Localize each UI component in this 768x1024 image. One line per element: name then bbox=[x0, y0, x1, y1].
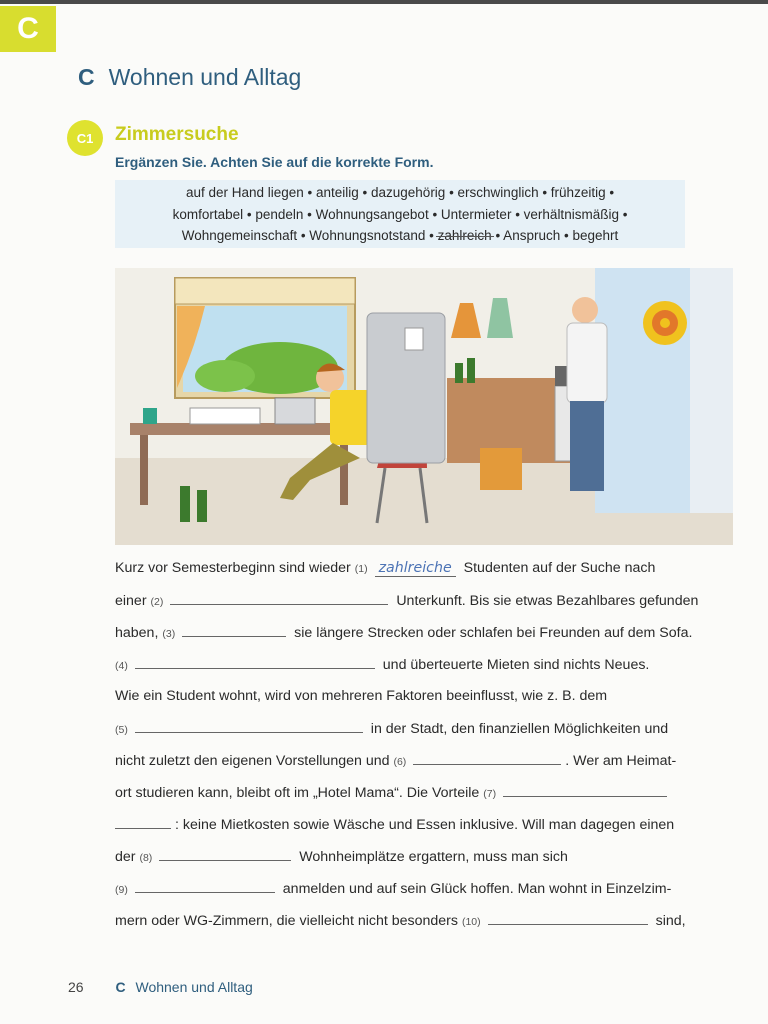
gap-number-5: (5) bbox=[115, 724, 128, 736]
text-segment: mern oder WG-Zimmern, die vielleicht nicht besonders bbox=[115, 913, 458, 929]
text-segment: haben, bbox=[115, 625, 159, 641]
text-segment: in der Stadt, den finanziellen Möglichkeiten und bbox=[370, 721, 669, 737]
section-title bbox=[78, 64, 301, 91]
exercise-title: Zimmersuche bbox=[115, 124, 239, 145]
gap-number-8: (8) bbox=[139, 852, 153, 864]
wall-right bbox=[690, 268, 733, 513]
bottle bbox=[467, 358, 475, 383]
text-line-8 bbox=[115, 784, 671, 801]
text-line-9 bbox=[115, 816, 674, 833]
paper-bag bbox=[480, 448, 522, 490]
exercise-instruction: Ergänzen Sie. Achten Sie auf die korrekte Form. bbox=[115, 154, 434, 170]
text-segment: sind, bbox=[655, 913, 686, 929]
word-box-line-3-b: • Anspruch • begehrt bbox=[495, 228, 619, 243]
mug bbox=[143, 408, 157, 424]
exercise-badge: C1 bbox=[67, 120, 103, 156]
text-line-2 bbox=[115, 592, 698, 609]
bottle bbox=[455, 363, 463, 383]
gap-number-6: (6) bbox=[393, 756, 407, 768]
gap-number-3: (3) bbox=[162, 628, 176, 640]
top-rule bbox=[0, 0, 768, 4]
section-letter: C bbox=[78, 64, 95, 90]
answer-gap-6[interactable] bbox=[413, 752, 561, 765]
struck-word: zahlreich bbox=[437, 228, 492, 243]
answer-gap-3[interactable] bbox=[182, 624, 286, 637]
text-line-7 bbox=[115, 752, 676, 769]
answer-gap-10[interactable] bbox=[488, 912, 648, 925]
text-line-10 bbox=[115, 848, 568, 865]
student-shirt bbox=[330, 390, 372, 445]
text-segment: ort studieren kann, bleibt oft im „Hotel Mama“. Die Vorteile bbox=[115, 785, 480, 801]
text-segment: nicht zuletzt den eigenen Vorstellungen und bbox=[115, 753, 390, 769]
roommate-shirt bbox=[567, 323, 607, 403]
text-line-5 bbox=[115, 688, 607, 704]
answer-gap-4[interactable] bbox=[135, 656, 375, 669]
answer-gap-8[interactable] bbox=[159, 848, 291, 861]
tree-2 bbox=[195, 360, 255, 392]
gap-number-1: (1) bbox=[354, 563, 368, 575]
desk-leg-right bbox=[340, 435, 348, 505]
text-segment: Unterkunft. Bis sie etwas Bezahlbares gefunden bbox=[396, 593, 699, 609]
word-box-line-3 bbox=[115, 225, 685, 247]
fridge-note bbox=[405, 328, 423, 350]
laptop bbox=[275, 398, 315, 424]
chapter-tab: C bbox=[0, 6, 56, 52]
answer-gap-2[interactable] bbox=[170, 592, 388, 605]
text-segment: Studenten auf der Suche nach bbox=[463, 560, 656, 576]
text-line-4 bbox=[115, 656, 649, 673]
text-line-11 bbox=[115, 880, 671, 897]
gap-number-4: (4) bbox=[115, 660, 128, 672]
answer-gap-1[interactable]: zahlreiche bbox=[375, 560, 456, 577]
text-line-3 bbox=[115, 624, 692, 641]
bottle bbox=[180, 486, 190, 522]
text-segment: und überteuerte Mieten sind nichts Neues. bbox=[382, 657, 650, 673]
footer-title: Wohnen und Alltag bbox=[135, 979, 253, 995]
gap-number-7: (7) bbox=[483, 788, 497, 800]
text-segment: Wie ein Student wohnt, wird von mehreren Faktoren beeinflusst, wie z. B. dem bbox=[115, 688, 608, 704]
section-title-text: Wohnen und Alltag bbox=[108, 64, 302, 90]
text-line-1 bbox=[115, 560, 655, 576]
page-number: 26 bbox=[68, 979, 84, 995]
page-footer bbox=[68, 979, 253, 995]
answer-gap-7-continued[interactable] bbox=[115, 816, 171, 829]
student-room-illustration bbox=[115, 268, 733, 545]
roommate-head bbox=[572, 297, 598, 323]
text-segment: sie längere Strecken oder schlafen bei Freunden auf dem Sofa. bbox=[294, 625, 693, 641]
window-blind bbox=[175, 278, 355, 304]
word-box-line-2: komfortabel • pendeln • Wohnungsangebot • Untermieter • verhältnismäßig • bbox=[172, 206, 628, 222]
word-box bbox=[115, 180, 685, 248]
gap-number-2: (2) bbox=[150, 596, 164, 608]
text-segment: : keine Mietkosten sowie Wäsche und Essen inklusive. Will man dagegen einen bbox=[175, 817, 675, 833]
answer-gap-5[interactable] bbox=[135, 720, 363, 733]
text-segment: Kurz vor Semesterbeginn sind wieder bbox=[115, 560, 351, 576]
word-box-line-1: auf der Hand liegen • anteilig • dazugehörig • erschwinglich • frühzeitig • bbox=[185, 185, 615, 200]
desk-top bbox=[130, 423, 360, 435]
text-line-6 bbox=[115, 720, 668, 737]
footer-letter: C bbox=[115, 979, 126, 995]
text-segment: Wohnheimplätze ergattern, muss man sich bbox=[299, 849, 568, 865]
text-segment: einer bbox=[115, 593, 147, 609]
desk-leg-left bbox=[140, 435, 148, 505]
answer-gap-7[interactable] bbox=[503, 784, 667, 797]
text-line-12 bbox=[115, 912, 686, 929]
gap-number-10: (10) bbox=[461, 916, 481, 928]
answer-gap-9[interactable] bbox=[135, 880, 275, 893]
text-segment: . Wer am Heimat- bbox=[565, 753, 677, 769]
text-segment: anmelden und auf sein Glück hoffen. Man wohnt in Einzelzim- bbox=[282, 881, 672, 897]
gap-number-9: (9) bbox=[115, 884, 128, 896]
open-book bbox=[190, 408, 260, 424]
text-segment: der bbox=[115, 849, 136, 865]
bottle bbox=[197, 490, 207, 522]
roommate-legs bbox=[570, 401, 604, 491]
word-box-line-3-a: Wohngemeinschaft • Wohnungsnotstand • bbox=[181, 228, 434, 243]
